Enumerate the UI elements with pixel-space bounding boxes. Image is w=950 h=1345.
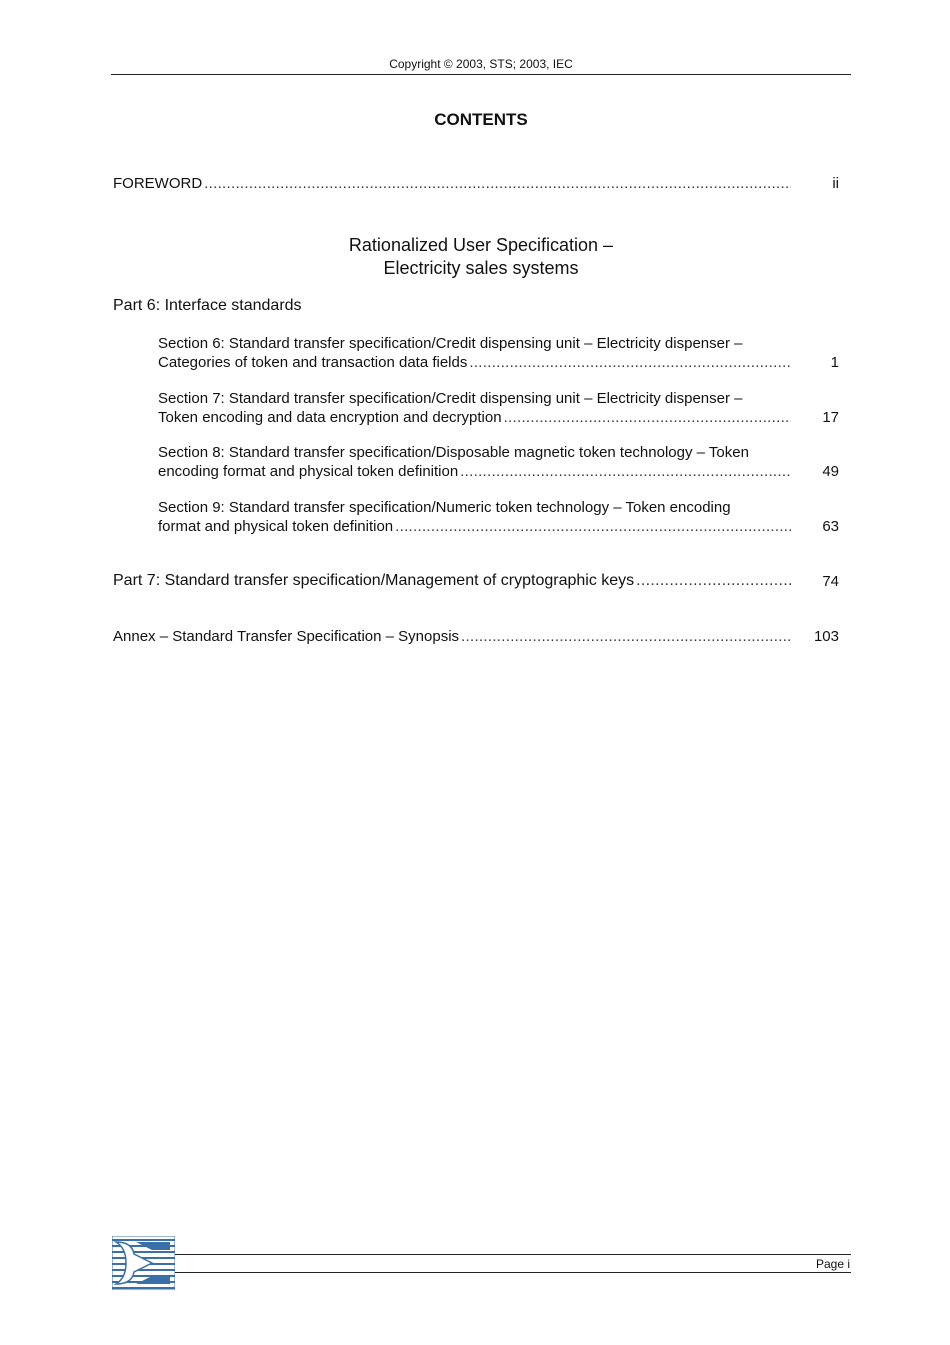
section-title-line-2: encoding format and physical token definition [158,463,459,480]
subtitle-line-1: Rationalized User Specification – [348,235,614,255]
section-title-line-2: Categories of token and transaction data fields [158,354,468,371]
dot-leader [504,409,791,426]
subtitle-line-2: Electricity sales systems [383,258,579,278]
toc-entry-label: FOREWORD [113,175,203,192]
toc-page-number: 63 [822,518,839,535]
toc-entry-section-6[interactable] [158,334,839,372]
dot-leader [204,175,791,192]
copyright-text: Copyright © 2003, STS; 2003, IEC [389,57,573,71]
dot-leader [395,518,791,535]
section-title-line-1: Section 8: Standard transfer specification/Disposable magnetic token technology – Token [158,444,749,461]
toc-entry-part7[interactable] [113,572,839,590]
section-title-line-2: format and physical token definition [158,518,394,535]
toc-entry-section-7[interactable] [158,389,839,427]
toc-page-number: 49 [822,463,839,480]
dot-leader [460,463,791,480]
sts-logo-icon [112,1236,175,1290]
toc-entry-annex[interactable] [113,628,839,645]
toc-page-number: ii [832,175,839,192]
contents-title: CONTENTS [434,110,528,129]
toc-entry-label: Part 7: Standard transfer specification/Management of cryptographic keys [113,572,635,589]
dot-leader [461,628,791,645]
toc-page-number: 74 [822,573,839,590]
part6-heading: Part 6: Interface standards [113,297,302,314]
dot-leader [636,572,791,589]
section-title-line-1: Section 7: Standard transfer specification/Credit dispensing unit – Electricity dispenser – [158,390,743,407]
toc-entry-foreword[interactable] [113,175,839,192]
toc-page-number: 17 [822,409,839,426]
section-title-line-2: Token encoding and data encryption and decryption [158,409,502,426]
toc-entry-section-8[interactable] [158,443,839,481]
toc-page-number: 1 [830,354,839,371]
dot-leader [469,354,791,371]
toc-entry-label: Annex – Standard Transfer Specification – Synopsis [113,628,460,645]
spec-subtitle [111,234,851,280]
footer-divider-top [175,1254,851,1255]
toc-page-number: 103 [813,628,839,645]
section-title-line-1: Section 6: Standard transfer specification/Credit dispensing unit – Electricity dispenser – [158,335,743,352]
toc-entry-section-9[interactable] [158,498,839,536]
page-header [111,57,851,75]
section-title-line-1: Section 9: Standard transfer specification/Numeric token technology – Token encoding [158,499,731,516]
footer-divider-bottom [175,1272,851,1273]
footer-page-number: Page i [815,1257,850,1271]
